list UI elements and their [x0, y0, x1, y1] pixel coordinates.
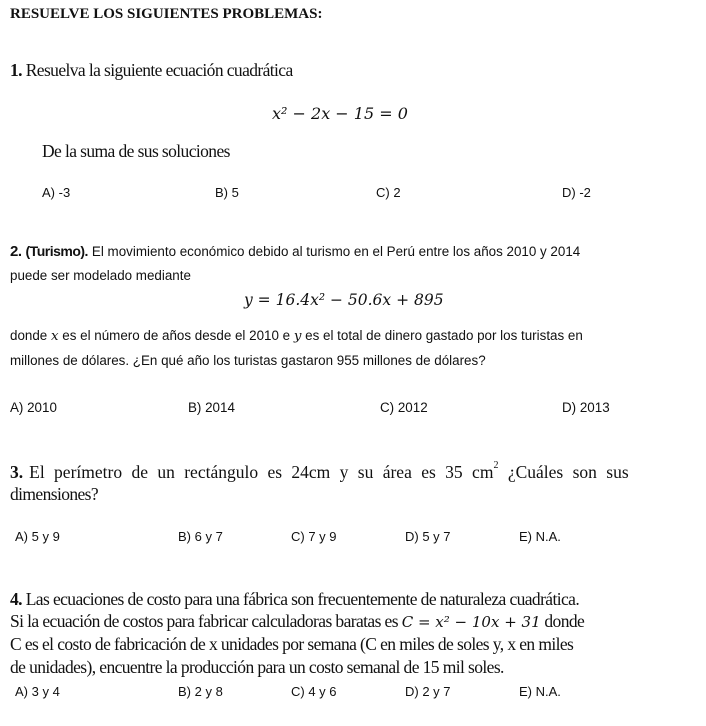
- question-4-option-c[interactable]: C) 4 y 6: [291, 684, 337, 699]
- question-3-number: 3.: [10, 462, 24, 482]
- question-3-line-2: dimensiones?: [10, 484, 99, 504]
- question-1-number: 1.: [10, 60, 22, 80]
- question-1-subprompt: De la suma de sus soluciones: [42, 141, 230, 161]
- question-1-option-b[interactable]: B) 5: [215, 185, 239, 200]
- question-2-prompt-2: puede ser modelado mediante: [10, 268, 191, 283]
- question-2-description-1: [10, 328, 583, 344]
- question-4-text-1: Las ecuaciones de costo para una fábrica son frecuentemente de naturaleza cuadrática.: [25, 589, 580, 609]
- question-1-equation: x² − 2x − 15 = 0: [272, 104, 408, 123]
- question-2-equation: y = 16.4x² − 50.6x + 895: [244, 291, 444, 309]
- question-3-option-d[interactable]: D) 5 y 7: [405, 529, 451, 544]
- question-1-option-a[interactable]: A) -3: [42, 185, 71, 200]
- question-2-option-a[interactable]: A) 2010: [10, 400, 57, 415]
- question-4-equation: C = x² − 10x + 31: [401, 613, 541, 631]
- superscript-2: 2: [493, 460, 499, 471]
- question-1-prompt: Resuelva la siguiente ecuación cuadrática: [25, 60, 293, 80]
- question-2-description-2: millones de dólares. ¿En qué año los turistas gastaron 955 millones de dólares?: [10, 353, 486, 368]
- question-2-number: 2.: [10, 243, 22, 260]
- variable-y: y: [293, 329, 302, 344]
- question-4-line-2: [10, 611, 584, 632]
- q3-text: El perímetro de un rectángulo es 24cm y su área es 35 cm: [29, 462, 494, 482]
- page-title: RESUELVE LOS SIGUIENTES PROBLEMAS:: [10, 6, 323, 22]
- desc-text: donde: [10, 328, 48, 343]
- q4-text: Si la ecuación de costos para fabricar calculadoras baratas es: [10, 611, 398, 631]
- desc-text: es el total de dinero gastado por los turistas en: [305, 328, 583, 343]
- q4-text: donde: [544, 611, 585, 631]
- question-3-text-1: [29, 462, 680, 483]
- question-4-line-4: de unidades), encuentre la producción para un costo semanal de 15 mil soles.: [10, 657, 504, 677]
- question-2-option-d[interactable]: D) 2013: [562, 400, 610, 415]
- question-4-number: 4.: [10, 589, 22, 609]
- question-1-option-d[interactable]: D) -2: [562, 185, 591, 200]
- question-3-line-1: [10, 462, 680, 483]
- question-3-option-b[interactable]: B) 6 y 7: [178, 529, 223, 544]
- question-1-option-c[interactable]: C) 2: [376, 185, 401, 200]
- question-2-label: (Turismo).: [25, 243, 88, 259]
- question-4-option-a[interactable]: A) 3 y 4: [15, 684, 60, 699]
- question-2-prompt-1: El movimiento económico debido al turismo en el Perú entre los años 2010 y 2014: [91, 244, 581, 259]
- q3-text-end: ¿Cuáles son sus: [507, 462, 629, 482]
- question-4-option-e[interactable]: E) N.A.: [519, 684, 561, 699]
- question-3-option-a[interactable]: A) 5 y 9: [15, 529, 60, 544]
- question-4-line-1: [10, 589, 579, 610]
- question-4-option-d[interactable]: D) 2 y 7: [405, 684, 451, 699]
- question-2-option-b[interactable]: B) 2014: [188, 400, 235, 415]
- question-1-heading: [10, 60, 293, 81]
- variable-x: x: [50, 329, 59, 344]
- question-4-option-b[interactable]: B) 2 y 8: [178, 684, 223, 699]
- question-2-option-c[interactable]: C) 2012: [380, 400, 428, 415]
- question-2-heading: [10, 243, 580, 261]
- question-3-option-e[interactable]: E) N.A.: [519, 529, 561, 544]
- question-4-line-3: C es el costo de fabricación de x unidades por semana (C en miles de soles y, x en miles: [10, 634, 574, 654]
- question-3-option-c[interactable]: C) 7 y 9: [291, 529, 337, 544]
- desc-text: es el número de años desde el 2010 e: [62, 328, 291, 343]
